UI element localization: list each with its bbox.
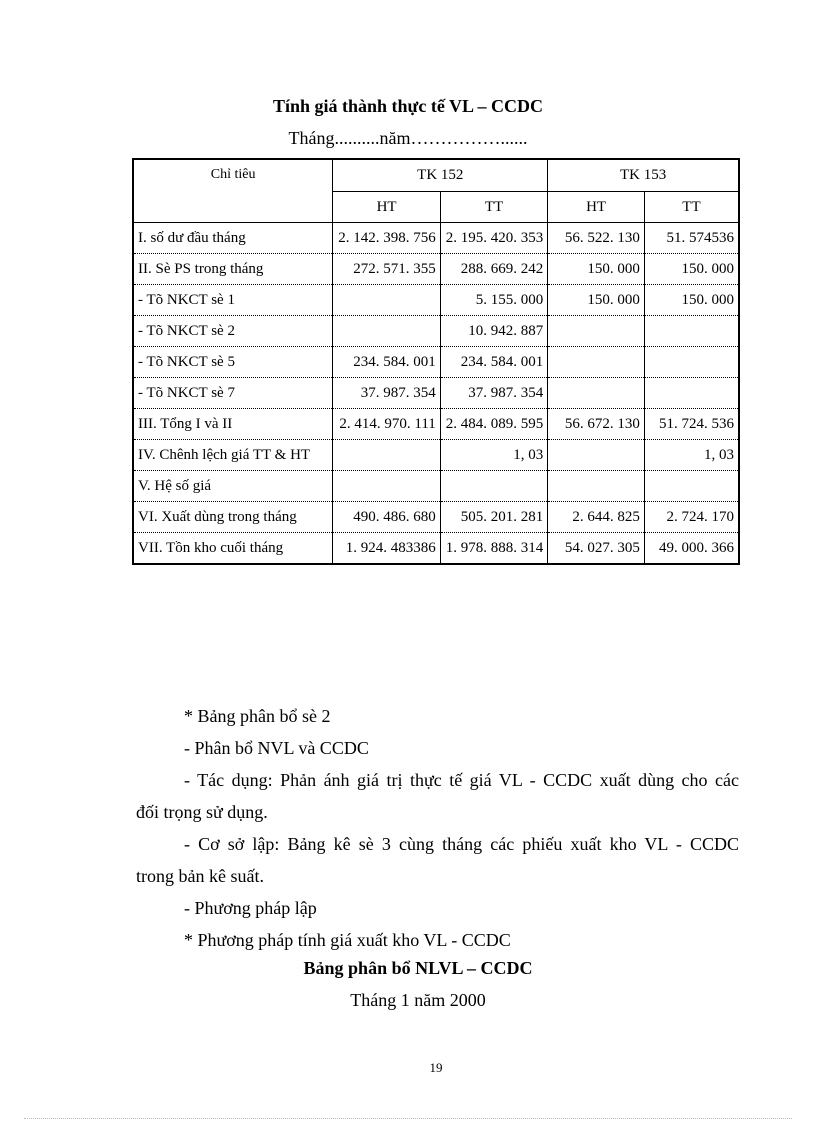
cell-tt152: 5. 155. 000	[440, 284, 547, 315]
section-subtitle: Tháng 1 năm 2000	[350, 990, 486, 1010]
row-label: VII. Tồn kho cuối tháng	[138, 539, 284, 556]
cell-ht152: 2. 142. 398. 756	[333, 222, 440, 253]
header-tk153: TK 153	[548, 159, 739, 191]
cell-tt152: 37. 987. 354	[440, 377, 547, 408]
row-label: - Tõ NKCT sè 2	[133, 315, 333, 346]
table-row	[133, 408, 739, 439]
paragraph-text: - Phương pháp lập	[184, 898, 317, 918]
paragraph-text: * Bảng phân bổ sè 2	[184, 706, 331, 726]
cell-ht153: 2. 644. 825	[548, 501, 645, 532]
cell-tt153	[644, 377, 739, 408]
table-row	[133, 315, 739, 346]
cell-ht153: 56. 522. 130	[548, 222, 645, 253]
cell-tt152	[440, 470, 547, 501]
row-label: II. Sè PS trong tháng	[133, 253, 333, 284]
row-label: I. số dư đầu tháng	[133, 222, 333, 253]
cell-tt153: 1, 03	[644, 439, 739, 470]
cell-ht153	[548, 315, 645, 346]
row-label: - Tõ NKCT sè 5	[133, 346, 333, 377]
table-row	[133, 501, 739, 532]
cell-tt153	[644, 315, 739, 346]
header-ht-153: HT	[548, 191, 645, 222]
page-title: Tính giá thành thực tế VL – CCDC	[272, 96, 544, 116]
cell-tt152: 234. 584. 001	[440, 346, 547, 377]
header-tt-152: TT	[440, 191, 547, 222]
paragraph-text: - Phân bổ NVL và CCDC	[184, 738, 369, 758]
paragraph-line: đối trọng sử dụng.	[136, 802, 268, 822]
paragraph-tac-dung	[136, 764, 739, 828]
cell-ht153: 150. 000	[548, 253, 645, 284]
row-label: - Tõ NKCT sè 1	[133, 284, 333, 315]
cell-ht153: 150. 000	[548, 284, 645, 315]
paragraph-phuong-phap-tinh-gia	[136, 924, 739, 956]
header-tk152: TK 152	[333, 159, 548, 191]
page-number: 19	[429, 1060, 443, 1075]
cell-ht153	[548, 377, 645, 408]
table-row	[133, 284, 739, 315]
cell-tt152: 2. 484. 089. 595	[440, 408, 547, 439]
paragraph-line: - Tác dụng: Phản ánh giá trị thực tế giá VL - CCDC xuất dùng cho các	[184, 770, 739, 790]
cell-tt152: 288. 669. 242	[440, 253, 547, 284]
paragraph-bang-phan-bo	[136, 700, 739, 732]
table-row	[133, 253, 739, 284]
cell-ht152: 234. 584. 001	[333, 346, 440, 377]
paragraph-line: - Cơ sở lập: Bảng kê sè 3 cùng tháng các phiếu xuất kho VL - CCDC	[184, 834, 739, 854]
cell-tt152: 1, 03	[440, 439, 547, 470]
row-label: VI. Xuất dùng trong tháng	[133, 501, 333, 532]
paragraph-phuong-phap-lap	[136, 892, 739, 924]
cell-ht152	[333, 470, 440, 501]
cell-tt153: 51. 574536	[644, 222, 739, 253]
cell-tt152: 505. 201. 281	[440, 501, 547, 532]
cell-tt153	[644, 470, 739, 501]
cell-ht153: 56. 672. 130	[548, 408, 645, 439]
paragraph-co-so-lap	[136, 828, 739, 892]
table-row	[133, 222, 739, 253]
cell-ht152	[333, 315, 440, 346]
footer-divider	[24, 1118, 792, 1119]
cell-ht152: 37. 987. 354	[333, 377, 440, 408]
cell-ht152: 272. 571. 355	[333, 253, 440, 284]
table-row	[133, 346, 739, 377]
header-ht-152: HT	[333, 191, 440, 222]
cell-tt152: 10. 942. 887	[440, 315, 547, 346]
cell-ht153	[548, 439, 645, 470]
cell-tt153: 49. 000. 366	[644, 532, 739, 564]
cell-ht152	[333, 439, 440, 470]
paragraph-line: trong bản kê suất.	[136, 866, 264, 886]
cell-tt152: 2. 195. 420. 353	[440, 222, 547, 253]
header-chi-tieu: Chỉ tiêu	[133, 159, 333, 222]
row-label: III. Tổng I và II	[133, 408, 333, 439]
cell-tt153: 150. 000	[644, 253, 739, 284]
cell-tt153: 150. 000	[644, 284, 739, 315]
cell-ht153: 54. 027. 305	[548, 532, 645, 564]
paragraph-phan-bo	[136, 732, 739, 764]
cell-ht152: 2. 414. 970. 111	[333, 408, 440, 439]
table-row	[133, 470, 739, 501]
cell-ht152	[333, 284, 440, 315]
table-row	[133, 377, 739, 408]
cell-tt153: 2. 724. 170	[644, 501, 739, 532]
paragraph-text: * Phương pháp tính giá xuất kho VL - CCDC	[184, 930, 511, 950]
table-row	[133, 532, 739, 564]
cell-ht152: 490. 486. 680	[333, 501, 440, 532]
cell-ht152: 1. 924. 483386	[333, 532, 440, 564]
cell-tt153: 51. 724. 536	[644, 408, 739, 439]
row-label: V. Hệ số giá	[133, 470, 333, 501]
section-title: Bảng phân bổ NLVL – CCDC	[303, 958, 533, 978]
header-tt-153: TT	[644, 191, 739, 222]
cell-tt152: 1. 978. 888. 314	[440, 532, 547, 564]
page-subtitle: Tháng..........năm……………......	[288, 128, 528, 148]
row-label: IV. Chênh lệch giá TT & HT	[133, 439, 333, 470]
cell-tt153	[644, 346, 739, 377]
cell-ht153	[548, 346, 645, 377]
table-row	[133, 439, 739, 470]
cost-table	[132, 158, 740, 565]
row-label: - Tõ NKCT sè 7	[133, 377, 333, 408]
cell-ht153	[548, 470, 645, 501]
